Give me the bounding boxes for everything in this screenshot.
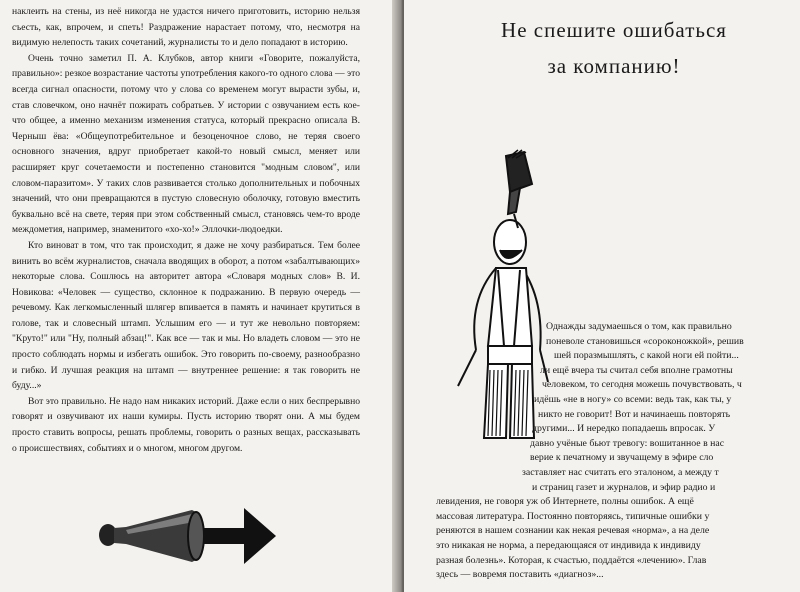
paragraph: Очень точно заметил П. А. Клубков, автор книги «Говорите, пожалуйста, правильно»: резкое возрастание частоты употребления какого-то одного слова — это всегда сигнал опасности, потому что у слова со временем могут вырасти зубы, и, став словечком, оно начнёт пожирать собратьев. У истории с озвучанием есть кое-что общее, а именно механизм изменения статуса, который прекрасно описала В. Черныш ёва: «Общеупотребительное и безоценочное слово, не теряя своего основного значения, вдруг приобретает какой-то новый смысл, меняет или расширяет круг сочетаемости и постепенно становится "модным словом", или словом-паразитом». У таких слов развивается столько дополнительных и побочных значений, что они превращаются в пустую словесную оболочку, готовую вместить буквально всё на свете, теряя при этом собственный смысл, становясь чем-то вроде междометия, например, знаменитого «хо-хо!» Эллочки-людоедки.: [12, 52, 361, 236]
text-line: человеком, то сегодня можешь почувствовать, ч: [542, 379, 742, 391]
text-line: Однажды задумаешься о том, как правильно: [546, 321, 732, 332]
text-line: и страниц газет и журналов, и эфир радио и: [532, 481, 716, 493]
text-line: никто не говорит! Вот и начинаешь повторять: [538, 408, 731, 420]
paragraph: Вот это правильно. Не надо нам никаких историй. Даже если о них беспрерывно говорят и озвучивают их наши кумиры. Пусть историю творят они. А мы будем просто ставить вопросы, решать проблемы, говорить о разных вещах, рассказывать о происшествиях, событиях и о многом, многом другом.: [12, 395, 360, 454]
left-page: [0, 0, 396, 592]
text-line: здесь — вовремя поставить «диагноз»...: [436, 569, 604, 581]
text-line: ли ещё вчера ты считал себя вполне грамотны: [540, 364, 733, 376]
text-line: давно учёные бьют тревогу: вошитанное в нас: [530, 437, 725, 449]
funnel-arrow-illustration: [96, 502, 276, 572]
text-line: другими... И нередко попадаешь впросак. У: [532, 423, 716, 435]
text-line: шей поразмышлять, с какой ноги ей пойти...: [554, 350, 739, 362]
chapter-title: [444, 12, 784, 84]
text-line: массовая литература. Постоянно повторяясь, типичные ошибки у: [436, 510, 710, 522]
right-page: [404, 0, 800, 592]
text-line: разная болезнь». Которая, к счастью, поддаётся «лечению». Глав: [436, 554, 707, 566]
text-line: поневоле становишься «сороконожкой», решив: [546, 335, 744, 347]
chapter-title-line: за компанию!: [547, 54, 681, 78]
paragraph: Кто виноват в том, что так происходит, я даже не хочу разбираться. Тем более винить во всём журналистов, сначала вводящих в оборот, а потом «забалтывающих» некоторые слова. Сошлюсь на авторитет автора «Словаря модных слов» В. И. Новикова: «Человек — существо, склонное к подражанию. В первую очередь — речевому. Как легкомысленный шлягер впивается в память и начинает крутиться в голове, так и словесный штамп. Услышим его — и тут же невольно повторяем: "Круто!" или "Ну, полный абзац!". Как все — так и мы. Но владеть словом — это не просто соблюдать нормы и избегать ошибок. Это говорить по-своему, разнообразно и гибко. И лучшая реакция на штамп — внутреннее решение: я так говорить не буду...»: [12, 239, 360, 392]
text-line: верие к печатному и звучащему в эфире сло: [530, 452, 714, 464]
right-page-text: [436, 320, 800, 583]
text-line: реняются в нашем сознании как некая речевая «норма», а на деле: [436, 525, 710, 537]
text-line: заставляет нас считать его эталоном, а между т: [522, 466, 719, 478]
text-line: идёшь «не в ногу» со всеми: ведь так, как ты, у: [534, 393, 732, 405]
text-line: левидения, не говоря уж об Интернете, полны ошибок. А ещё: [436, 496, 694, 508]
text-line: это никакая не норма, а передающаяся от индивида к индивиду: [436, 539, 701, 551]
paragraph: наклеить на стены, из неё никогда не удастся ничего приготовить, историю нельзя съесть, как, впрочем, и спеть! Раздражение нарастает потому, что, несмотря на видимую нелепость таких сочетаний, журналисты то и дело попадают в историю.: [12, 6, 360, 49]
chapter-title-line: Не спешите ошибаться: [501, 18, 727, 42]
left-page-text: [12, 4, 360, 456]
